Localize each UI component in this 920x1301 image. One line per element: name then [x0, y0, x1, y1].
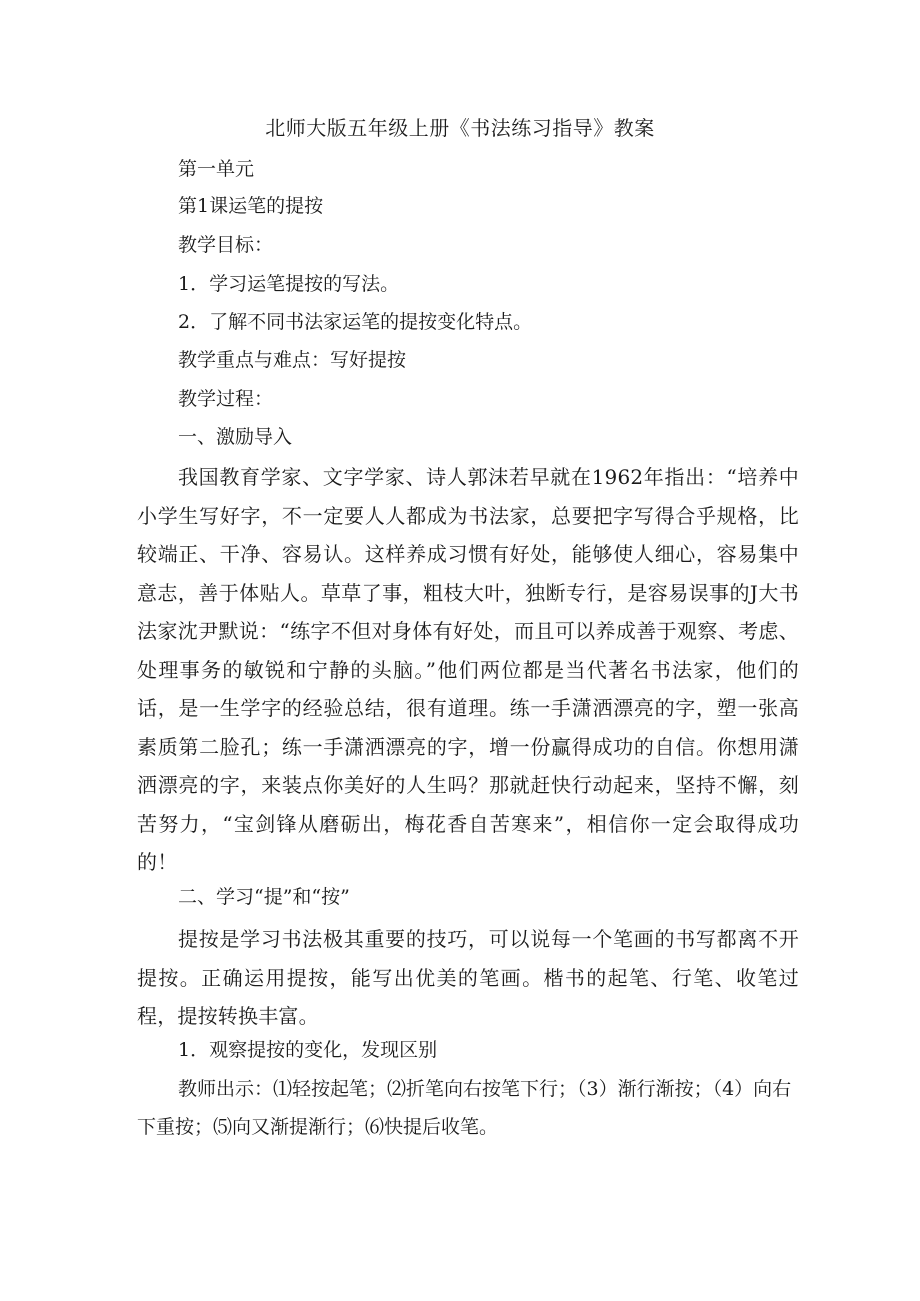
- intro-paragraph: 我国教育学家、文字学家、诗人郭沫若早就在1962年指出：“培养中小学生写好字，不一定要人人都成为书法家，总要把字写得合乎规格，比较端正、干净、容易认。这样养成习惯有好处，能够使人细心，容易集中意志，善于体贴人。草草了事，粗枝大叶，独断专行，是容易误事的J大书法家沈尹默说：“练字不但对身体有好处，而且可以养成善于观察、考虑、处理事务的敏锐和宁静的头脑。”他们两位都是当代著名书法家，他们的话，是一生学字的经验总结，很有道理。练一手潇洒漂亮的字，塑一张高素质第二脸孔；练一手潇洒漂亮的字，增一份赢得成功的自信。你想用潇洒漂亮的字，来装点你美好的人生吗？那就赶快行动起来，坚持不懈，刻苦努力，“宝剑锋从磨砺出，梅花香自苦寒来”，相信你一定会取得成功的！: [137, 465, 799, 874]
- section-heading-1: 一、激励导入: [178, 426, 293, 448]
- goal-item-1: 1．学习运笔提按的写法。: [178, 273, 400, 295]
- goal-item-2: 2．了解不同书法家运笔的提按变化特点。: [178, 311, 533, 333]
- goals-heading: 教学目标：: [178, 234, 274, 256]
- unit-heading: 第一单元: [178, 158, 255, 180]
- step-heading-1: 1．观察提按的变化，发现区别: [178, 1039, 438, 1061]
- tibian-paragraph: 提按是学习书法极其重要的技巧，可以说每一个笔画的书写都离不开提按。正确运用提按，能写出优美的笔画。楷书的起笔、行笔、收笔过程，提按转换丰富。: [137, 927, 799, 1028]
- section-heading-2: 二、学习“提”和“按”: [178, 886, 350, 908]
- key-points: 教学重点与难点：写好提按: [178, 349, 407, 371]
- lesson-heading: 第1课运笔的提按: [178, 195, 324, 217]
- document-title: 北师大版五年级上册《书法练习指导》教案: [265, 116, 655, 140]
- teacher-demo-text: 教师出示：⑴轻按起笔；⑵折笔向右按笔下行；（3）渐行渐按；（4）向右下重按；⑸向又渐提渐行；⑹快提后收笔。: [137, 1078, 792, 1138]
- process-heading: 教学过程：: [178, 388, 274, 410]
